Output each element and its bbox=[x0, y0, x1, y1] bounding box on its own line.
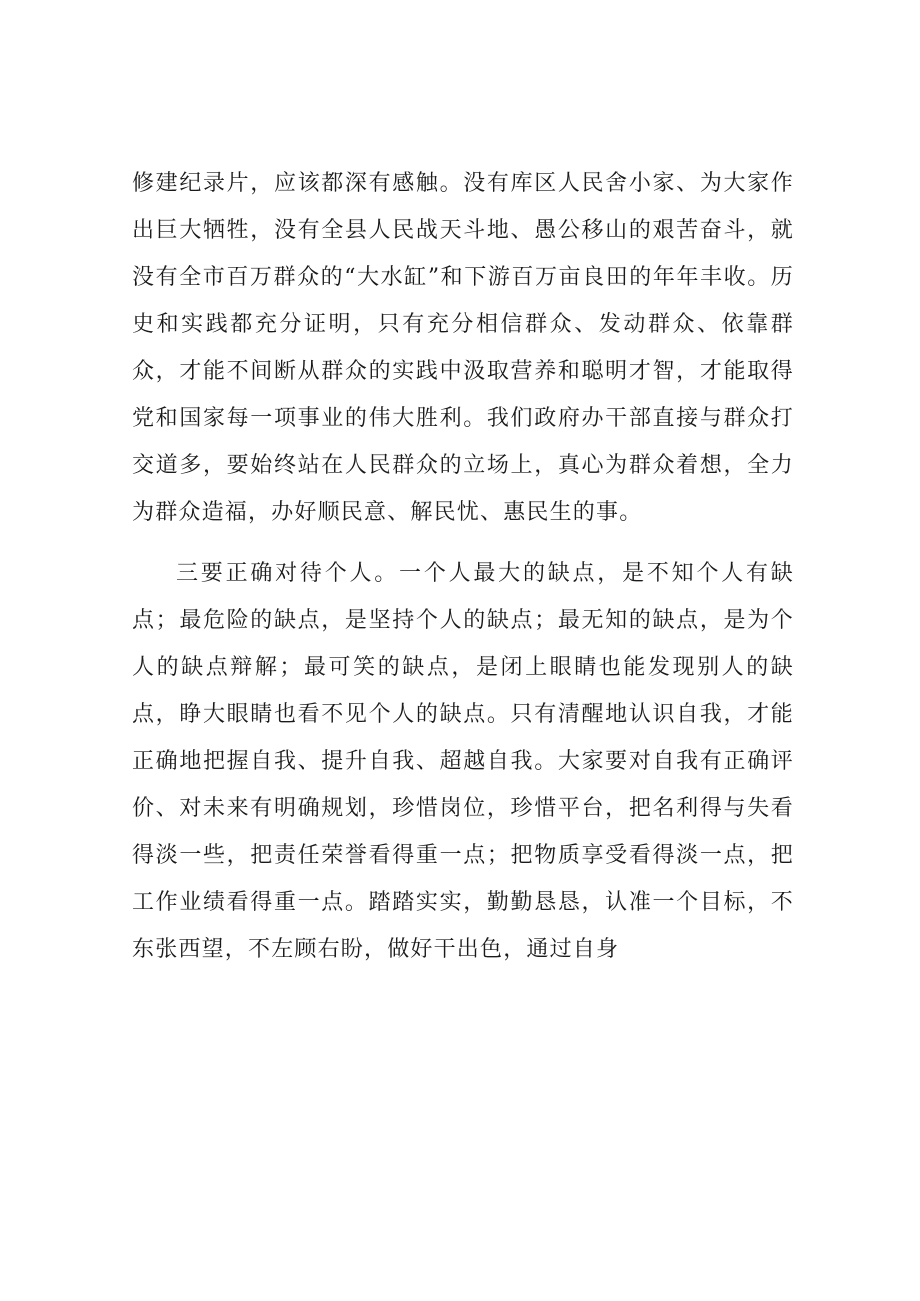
document-body bbox=[132, 160, 794, 973]
paragraph-continuation: 修建纪录片，应该都深有感触。没有库区人民舍小家、为大家作出巨大牺牲，没有全县人民战天斗地、愚公移山的艰苦奋斗，就没有全市百万群众的“大水缸”和下游百万亩良田的年年丰收。历史和实践都充分证明，只有充分相信群众、发动群众、依靠群众，才能不间断从群众的实践中汲取营养和聪明才智，才能取得党和国家每一项事业的伟大胜利。我们政府办干部直接与群众打交道多，要始终站在人民群众的立场上，真心为群众着想，全力为群众造福，办好顺民意、解民忧、惠民生的事。 bbox=[132, 171, 794, 525]
paragraph-three-correctly-treat-self: 三要正确对待个人。一个人最大的缺点，是不知个人有缺点；最危险的缺点，是坚持个人的缺点；最无知的缺点，是为个人的缺点辩解；最可笑的缺点，是闭上眼睛也能发现别人的缺点，睁大眼睛也看不见个人的缺点。只有清醒地认识自我，才能正确地把握自我、提升自我、超越自我。大家要对自我有正确评价、对未来有明确规划，珍惜岗位，珍惜平台，把名利得与失看得淡一些，把责任荣誉看得重一点；把物质享受看得淡一点，把工作业绩看得重一点。踏踏实实，勤勤恳恳，认准一个目标，不东张西望，不左顾右盼，做好干出色，通过自身 bbox=[132, 561, 794, 962]
